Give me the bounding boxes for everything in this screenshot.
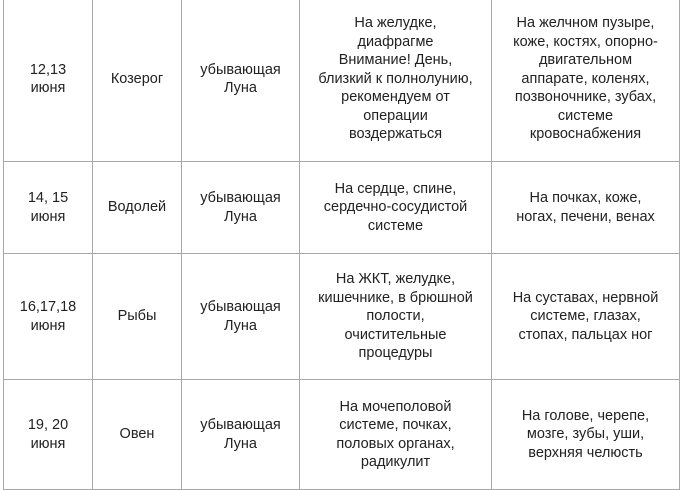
recommended-operations-cell: На ЖКТ, желудке, кишечнике, в брюшной полости, очистительные процедуры: [300, 254, 492, 380]
date-cell: 14, 15 июня: [4, 162, 93, 254]
avoid-operations-cell: На голове, черепе, мозге, зубы, уши, верхняя челюсть: [492, 380, 680, 490]
recommended-operations-cell: На желудке, диафрагме Внимание! День, близкий к полнолунию, рекомендуем от операции воздержаться: [300, 0, 492, 162]
zodiac-sign-cell: Овен: [93, 380, 182, 490]
avoid-operations-cell: На почках, коже, ногах, печени, венах: [492, 162, 680, 254]
moon-surgery-table: [3, 0, 680, 490]
table-row: [4, 0, 680, 162]
zodiac-sign-cell: Козерог: [93, 0, 182, 162]
table-row: [4, 380, 680, 490]
zodiac-sign-cell: Водолей: [93, 162, 182, 254]
zodiac-sign-cell: Рыбы: [93, 254, 182, 380]
date-cell: 19, 20 июня: [4, 380, 93, 490]
moon-phase-cell: убывающая Луна: [182, 0, 300, 162]
date-cell: 16,17,18 июня: [4, 254, 93, 380]
moon-phase-cell: убывающая Луна: [182, 162, 300, 254]
date-cell: 12,13 июня: [4, 0, 93, 162]
recommended-operations-cell: На мочеполовой системе, почках, половых органах, радикулит: [300, 380, 492, 490]
avoid-operations-cell: На суставах, нервной системе, глазах, стопах, пальцах ног: [492, 254, 680, 380]
recommended-operations-cell: На сердце, спине, сердечно-сосудистой системе: [300, 162, 492, 254]
avoid-operations-cell: На желчном пузыре, коже, костях, опорно- двигательном аппарате, коленях, позвоночнике, зубах, системе кровоснабжения: [492, 0, 680, 162]
moon-phase-cell: убывающая Луна: [182, 254, 300, 380]
table-row: [4, 254, 680, 380]
table-row: [4, 162, 680, 254]
moon-phase-cell: убывающая Луна: [182, 380, 300, 490]
